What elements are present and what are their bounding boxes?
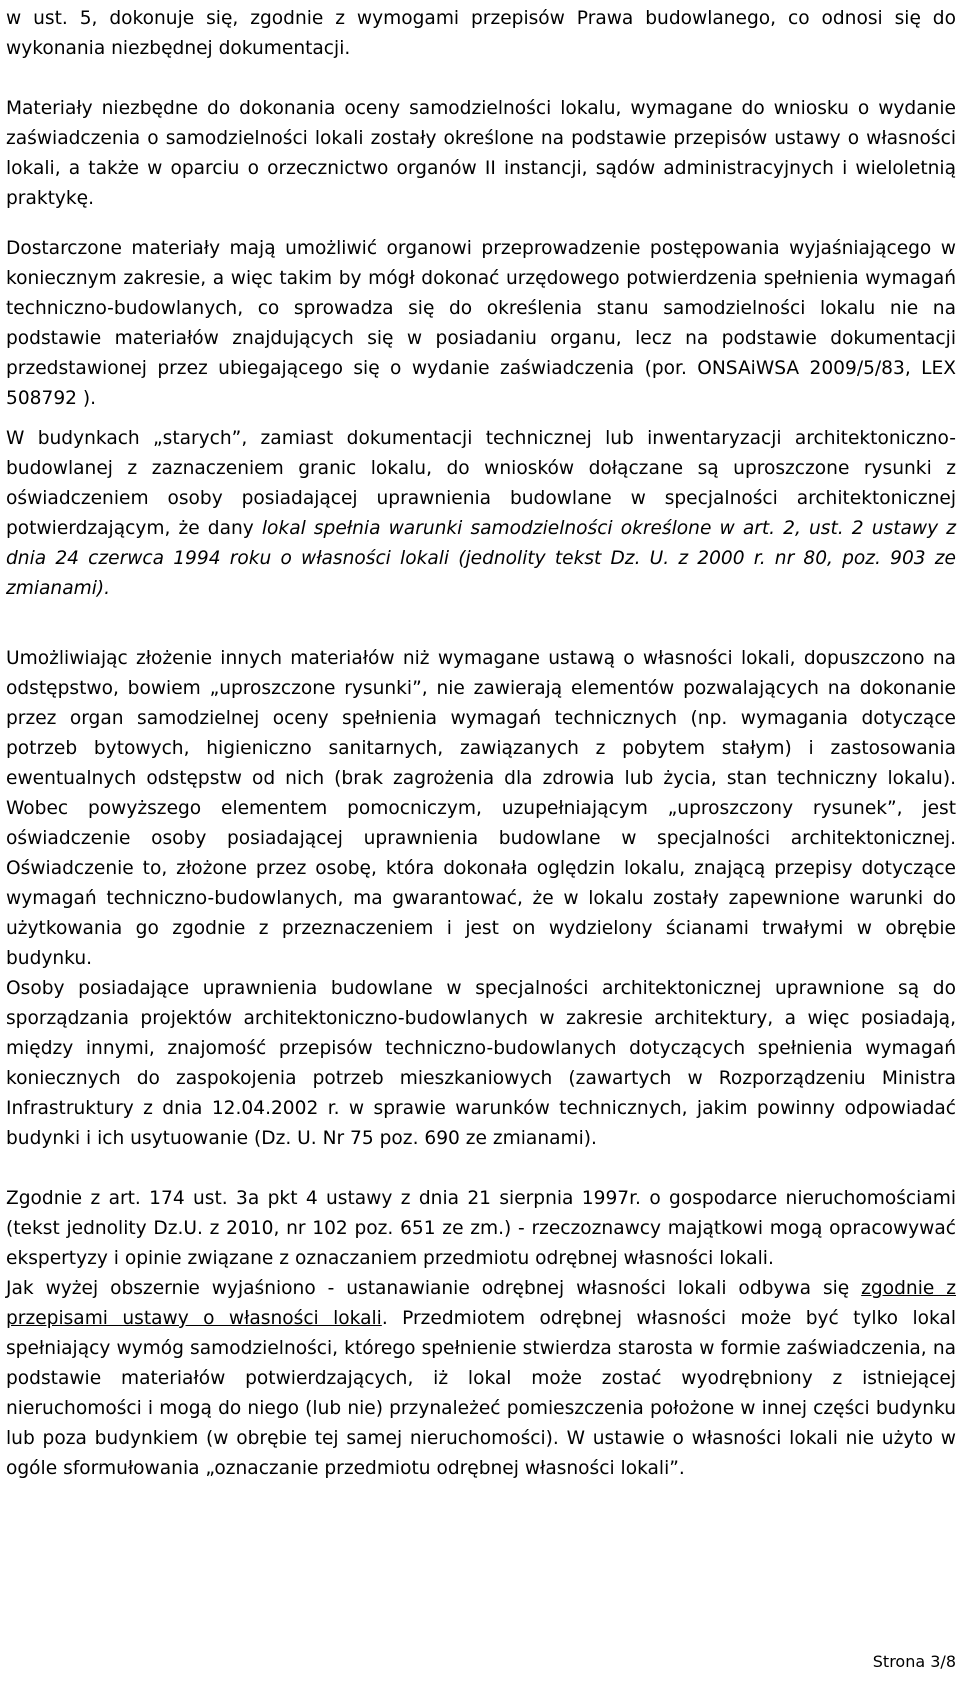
paragraph-old-buildings bbox=[6, 424, 956, 604]
page-number: Strona 3/8 bbox=[872, 1652, 956, 1671]
paragraph-old-buildings-italic: lokal spełnia warunki samodzielności określone w art. 2, ust. 2 ustawy z dnia 24 czerwca 1994 roku o własności lokali (jednolity tekst Dz. U. z 2000 r. nr 80, poz. 903 ze zmianami). bbox=[6, 518, 956, 599]
underlined-phrase: zgodnie z przepisami ustawy o własności lokali bbox=[6, 1278, 956, 1329]
paragraph-separate-ownership bbox=[6, 1274, 956, 1484]
document-page bbox=[6, 4, 956, 1484]
paragraph-separate-ownership-rest: . Przedmiotem odrębnej własności może być tylko lokal spełniający wymóg samodzielności, którego spełnienie stwierdza starosta w formie zaświadczenia, na podstawie materiałów potwierdzających, iż lokal może zostać wyodrębniony z istniejącej nieruchomości i mogą do niego (lub nie) przynależeć pomieszczenia położone w innej części budynku lub poza budynkiem (w obrębie tej samej nieruchomości). W ustawie o własności lokali nie użyto w ogóle sformułowania „oznaczanie przedmiotu odrębnej własności lokali”. bbox=[6, 1308, 956, 1479]
paragraph-simplified-drawings: Umożliwiając złożenie innych materiałów niż wymagane ustawą o własności lokali, dopuszczono na odstępstwo, bowiem „uproszczone rysunki”, nie zawierają elementów pozwalających na dokonanie przez organ samodzielnej oceny spełnienia wymagań technicznych (np. wymagania dotyczące potrzeb bytowych, higieniczno sanitarnych, zawiązanych z pobytem stałym) i zastosowania ewentualnych odstępstw od nich (brak zagrożenia dla zdrowia lub życia, stan techniczny lokalu). Wobec powyższego elementem pomocniczym, uzupełniającym „uproszczony rysunek”, jest oświadczenie osoby posiadającej uprawnienia budowlane w specjalności architektonicznej. Oświadczenie to, złożone przez osobę, która dokonała oględzin lokalu, znającą przepisy dotyczące wymagań techniczno-budowlanych, ma gwarantować, że w lokalu zostały zapewnione warunki do użytkowania go zgodnie z przeznaczeniem i jest on wydzielony ścianami trwałymi w obrębie budynku. bbox=[6, 648, 956, 969]
paragraph-qualified-persons: Osoby posiadające uprawnienia budowlane w specjalności architektonicznej uprawnione są do sporządzania projektów architektoniczno-budowlanych w zakresie architektury, a więc posiadają, między innymi, znajomość przepisów techniczno-budowlanych dotyczących spełnienia wymagań koniecznych do zaspokojenia potrzeb mieszkaniowych (zawartych w Rozporządzeniu Ministra Infrastruktury z dnia 12.04.2002 r. w sprawie warunków technicznych, jakim powinny odpowiadać budynki i ich usytuowanie (Dz. U. Nr 75 poz. 690 ze zmianami). bbox=[6, 978, 956, 1149]
paragraph-old-buildings-text: W budynkach „starych”, zamiast dokumentacji technicznej lub inwentaryzacji architektoniczno-budowlanej z zaznaczeniem granic lokalu, do wniosków dołączane są uproszczone rysunki z oświadczeniem osoby posiadającej uprawnienia budowlane w specjalności architektonicznej potwierdzającym, że dany bbox=[6, 428, 956, 539]
paragraph-continuation: w ust. 5, dokonuje się, zgodnie z wymogami przepisów Prawa budowlanego, co odnosi się do wykonania niezbędnej dokumentacji. bbox=[6, 8, 956, 59]
paragraph-delivered-materials: Dostarczone materiały mają umożliwić organowi przeprowadzenie postępowania wyjaśniającego w koniecznym zakresie, a więc takim by mógł dokonać urzędowego potwierdzenia spełnienia wymagań techniczno-budowlanych, co sprowadza się do określenia stanu samodzielności lokalu nie na podstawie materiałów znajdujących się w posiadaniu organu, lecz na podstawie dokumentacji przedstawionej przez ubiegającego się o wydanie zaświadczenia (por. ONSAiWSA 2009/5/83, LEX 508792 ). bbox=[6, 238, 956, 409]
paragraph-separate-ownership-text: Jak wyżej obszernie wyjaśniono - ustanawianie odrębnej własności lokali odbywa się bbox=[6, 1278, 862, 1299]
paragraph-materials: Materiały niezbędne do dokonania oceny samodzielności lokalu, wymagane do wniosku o wydanie zaświadczenia o samodzielności lokali zostały określone na podstawie przepisów ustawy o własności lokali, a także w oparciu o orzecznictwo organów II instancji, sądów administracyjnych i wieloletnią praktykę. bbox=[6, 98, 956, 209]
paragraph-article-174: Zgodnie z art. 174 ust. 3a pkt 4 ustawy z dnia 21 sierpnia 1997r. o gospodarce nieruchomościami (tekst jednolity Dz.U. z 2010, nr 102 poz. 651 ze zm.) - rzeczoznawcy majątkowi mogą opracowywać ekspertyzy i opinie związane z oznaczaniem przedmiotu odrębnej własności lokali. bbox=[6, 1188, 956, 1269]
